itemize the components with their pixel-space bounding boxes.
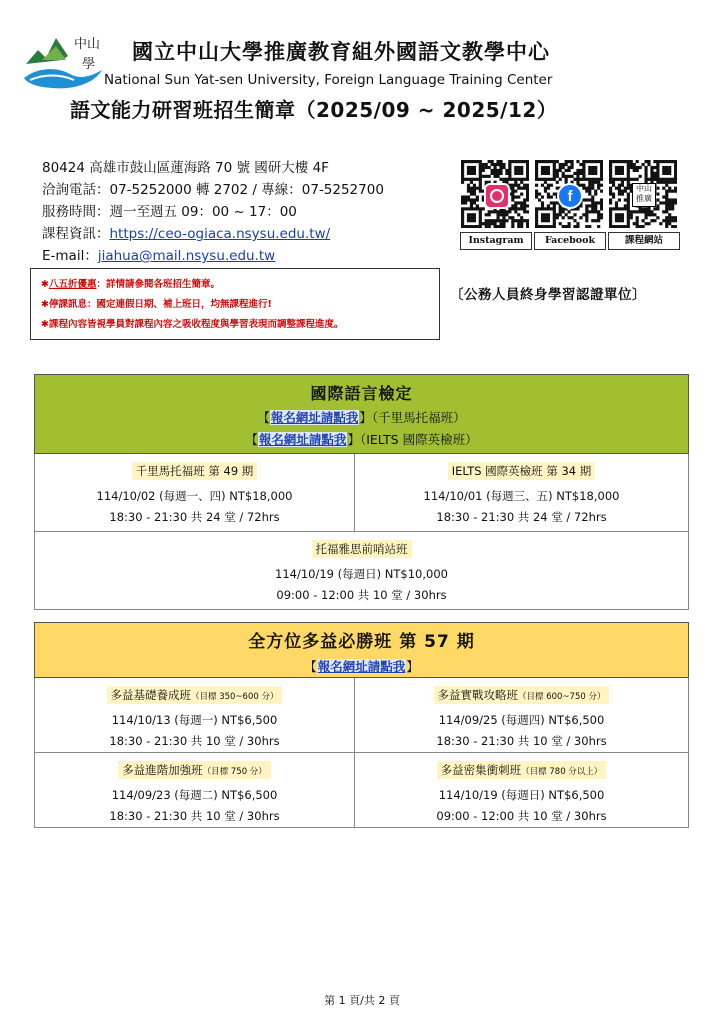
- registration-line-toeic: 【報名網址請點我】: [304, 659, 419, 674]
- toefl-registration-link[interactable]: 報名網址請點我: [270, 410, 359, 425]
- class-name: [437, 761, 607, 779]
- class-name: 千里馬托福班 第 49 期: [132, 462, 258, 480]
- qr-label-website: 課程網站: [608, 232, 680, 250]
- class-title: 多益密集衝刺班: [440, 763, 522, 777]
- section-toeic: [34, 622, 689, 828]
- registration-line-toefl: 【報名網址請點我】（千里馬托福班）: [257, 410, 466, 425]
- class-name: [107, 686, 283, 704]
- discount-label: 八五折優惠: [48, 279, 97, 290]
- course-info-label: 課程資訊：: [42, 226, 110, 242]
- class-card-practical: [355, 678, 689, 753]
- section-header: [34, 374, 689, 454]
- class-name: [434, 686, 610, 704]
- service-hours: 服務時間：週一至週五 09：00 ~ 17：00: [42, 204, 297, 220]
- facebook-icon: f: [557, 183, 583, 209]
- center-title-zh: 國立中山大學推廣教育組外國語文教學中心: [132, 40, 550, 64]
- section-title: 全方位多益必勝班 第 57 期: [248, 632, 475, 652]
- class-grid: [34, 454, 689, 610]
- instagram-icon: [484, 183, 510, 209]
- toeic-registration-link[interactable]: 報名網址請點我: [317, 659, 406, 674]
- class-date-price: 114/09/25 (每週四) NT$6,500: [438, 713, 605, 727]
- email-link[interactable]: jiahua@mail.nsysu.edu.tw: [97, 248, 276, 264]
- suspension-notice: ✱停課訊息：國定連假日期、補上班日，均無課程進行!: [41, 299, 272, 310]
- page-footer: 第 1 頁/共 2 頁: [324, 994, 400, 1007]
- content-notice: ✱課程內容皆視學員對課程內容之吸收程度與學習表現而調整課程進度。: [41, 319, 344, 330]
- class-title: 多益實戰攻略班: [437, 688, 518, 702]
- class-grid: [34, 678, 689, 828]
- class-time-hours: 09:00 - 12:00 共 10 堂 / 30hrs: [276, 588, 447, 602]
- registration-course-ielts: （IELTS 國際英檢班）: [359, 432, 478, 447]
- registration-course-toefl: （千里馬托福班）: [371, 410, 466, 425]
- class-target: （目標 780 分以上）: [521, 767, 603, 777]
- section-title: 國際語言檢定: [310, 384, 413, 403]
- center-logo: [22, 30, 104, 92]
- class-name: [118, 761, 271, 779]
- suspension-text: 停課訊息：國定連假日期、補上班日，均無課程進行!: [48, 299, 272, 310]
- logo-icon: 中山 推廣: [632, 183, 656, 207]
- section-international-tests: [34, 374, 689, 610]
- class-name: IELTS 國際英檢班 第 34 期: [448, 462, 596, 480]
- brochure-subtitle: 語文能力研習班招生簡章（2025/09 ~ 2025/12）: [70, 98, 558, 122]
- ielts-registration-link[interactable]: 報名網址請點我: [258, 432, 347, 447]
- svg-text:中山: 中山: [74, 37, 101, 52]
- class-card-advanced: [34, 753, 355, 828]
- course-info-link[interactable]: https://ceo-ogiaca.nsysu.edu.tw/: [109, 226, 331, 242]
- certification-label: 〔公務人員終身學習認證單位〕: [450, 287, 646, 303]
- discount-text: ：詳情請參閱各班招生簡章。: [96, 279, 220, 290]
- class-date-price: 114/10/19 (每週日) NT$6,500: [438, 788, 605, 802]
- section-header: [34, 622, 689, 678]
- class-time-hours: 18:30 - 21:30 共 10 堂 / 30hrs: [109, 734, 280, 748]
- class-target: （目標 600~750 分）: [518, 692, 606, 702]
- class-date-price: 114/10/13 (每週一) NT$6,500: [111, 713, 278, 727]
- phone: 洽詢電話：07-5252000 轉 2702 / 專線：07-5252700: [42, 182, 384, 198]
- course-info: [42, 222, 330, 242]
- class-target: （目標 750 分）: [202, 767, 267, 777]
- class-card-toefl: [34, 454, 355, 532]
- address: 80424 高雄市鼓山區蓮海路 70 號 國研大樓 4F: [42, 160, 329, 176]
- class-title: 多益基礎養成班: [110, 688, 191, 702]
- class-time-hours: 18:30 - 21:30 共 10 堂 / 30hrs: [436, 734, 607, 748]
- email-label: E-mail：: [42, 248, 98, 264]
- class-time-hours: 18:30 - 21:30 共 10 堂 / 30hrs: [109, 809, 280, 823]
- class-name: 托福雅思前哨站班: [312, 540, 412, 558]
- registration-line-ielts: 【報名網址請點我】（IELTS 國際英檢班）: [245, 432, 478, 447]
- class-time-hours: 18:30 - 21:30 共 24 堂 / 72hrs: [436, 510, 607, 524]
- discount-notice: ✱八五折優惠：詳情請參閱各班招生簡章。: [41, 279, 220, 290]
- svg-text:學: 學: [82, 57, 96, 72]
- content-text: 課程內容皆視學員對課程內容之吸收程度與學習表現而調整課程進度。: [48, 319, 344, 330]
- class-date-price: 114/10/01 (每週三、五) NT$18,000: [423, 489, 620, 503]
- class-card-pre-test: [34, 532, 689, 610]
- class-card-basic: [34, 678, 355, 753]
- notice-box: [30, 268, 440, 340]
- class-date-price: 114/10/19 (每週日) NT$10,000: [275, 567, 448, 581]
- qr-label-instagram: Instagram: [460, 232, 532, 250]
- center-title-en: National Sun Yat-sen University, Foreign Language Training Center: [104, 72, 553, 88]
- class-target: （目標 350~600 分）: [191, 692, 279, 702]
- qr-label-facebook: Facebook: [534, 232, 606, 250]
- class-time-hours: 18:30 - 21:30 共 24 堂 / 72hrs: [109, 510, 280, 524]
- class-title: 多益進階加強班: [122, 763, 203, 777]
- class-time-hours: 09:00 - 12:00 共 10 堂 / 30hrs: [436, 809, 607, 823]
- class-card-ielts: [355, 454, 689, 532]
- class-card-intensive: [355, 753, 689, 828]
- class-date-price: 114/09/23 (每週二) NT$6,500: [111, 788, 278, 802]
- class-date-price: 114/10/02 (每週一、四) NT$18,000: [96, 489, 293, 503]
- email: [42, 244, 275, 264]
